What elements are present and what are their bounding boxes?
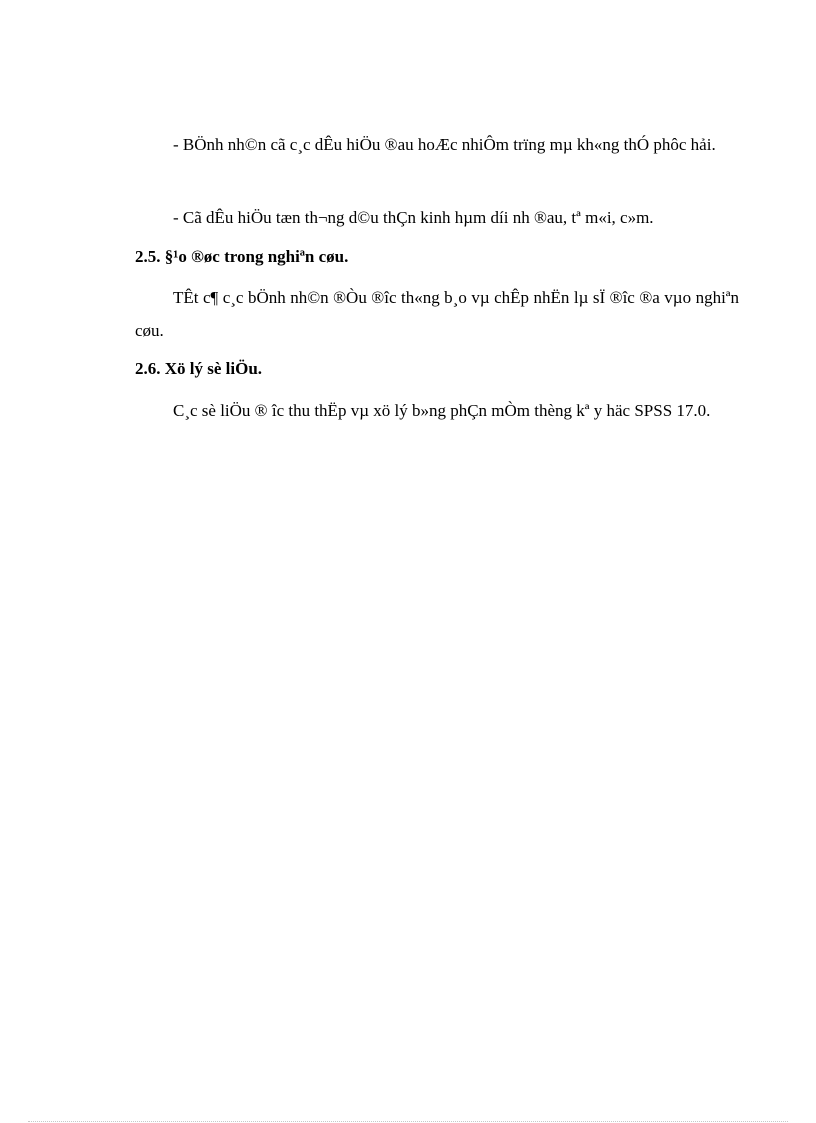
section-heading-ethics: 2.5. §¹o ®øc trong nghiªn cøu. (135, 247, 349, 266)
section-heading-data-processing: 2.6. Xö lý sè liÖu. (135, 359, 263, 378)
paragraph-exclusion-criterion-2: - Cã dÊu hiÖu tæn th¬ng d©u thÇn kinh hµm díi nh ®au, tª m«i, c»m. (173, 208, 654, 227)
paragraph-exclusion-criterion-1: - BÖnh nh©n cã c¸c dÊu hiÖu ®au hoÆc nhiÔm trïng mµ kh«ng thÓ phôc hải. (173, 135, 716, 154)
page-bottom-divider (28, 1121, 788, 1122)
paragraph-ethics: TÊt c¶ c¸c bÖnh nh©n ®Òu ®îc th«ng b¸o vµ chÊp nhËn lµ sÏ ®îc ®a vµo nghiªn cøu. (135, 288, 739, 340)
paragraph-data-processing: C¸c sè liÖu ® îc thu thËp vµ xö lý b»ng phÇn mÒm thèng kª y häc SPSS 17.0. (173, 401, 711, 420)
